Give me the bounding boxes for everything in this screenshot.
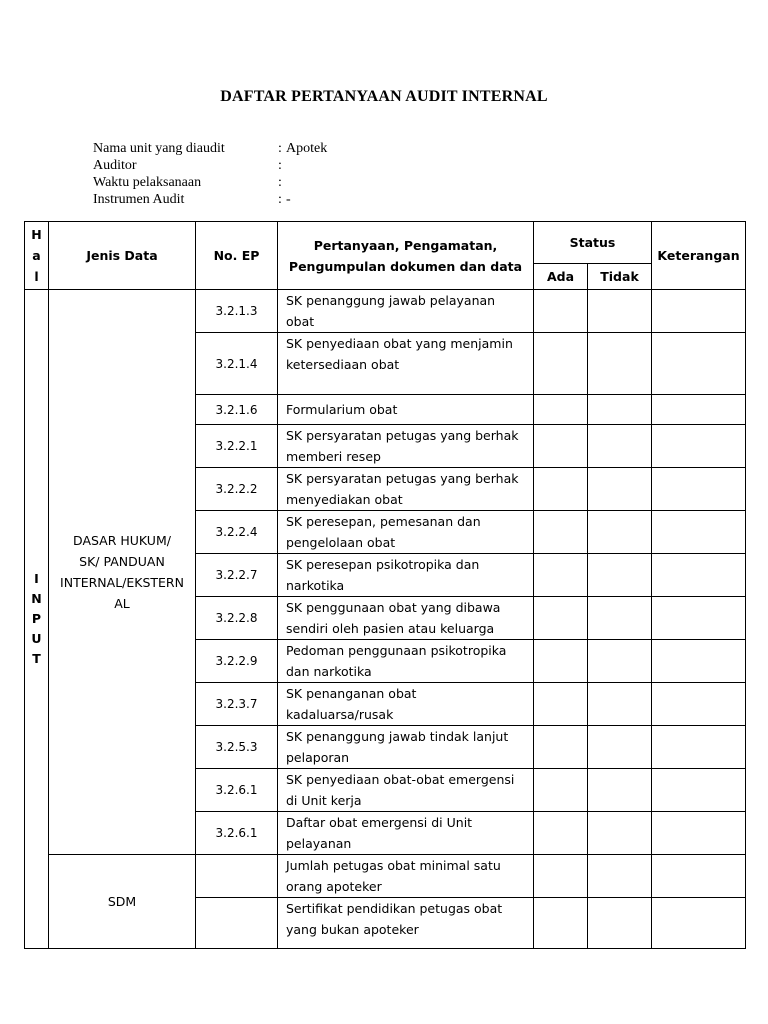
question-cell	[278, 855, 534, 898]
question-line: SK persyaratan petugas yang berhak	[286, 428, 519, 443]
meta-row-instrumen	[93, 191, 327, 208]
header-pertanyaan-line: Pengumpulan dokumen dan data	[288, 258, 523, 274]
status-ada-cell[interactable]	[534, 769, 588, 812]
ep-number: 3.2.2.7	[196, 554, 278, 597]
status-tidak-cell[interactable]	[588, 640, 652, 683]
keterangan-cell[interactable]	[652, 683, 746, 726]
jenis-data-cell	[49, 855, 196, 949]
ep-number: 3.2.5.3	[196, 726, 278, 769]
question-cell	[278, 511, 534, 554]
meta-value: -	[286, 192, 291, 207]
header-no-ep: No. EP	[196, 222, 278, 290]
keterangan-cell[interactable]	[652, 812, 746, 855]
meta-value: Apotek	[286, 141, 328, 156]
question-line: pelaporan	[286, 750, 350, 765]
question-cell	[278, 898, 534, 949]
keterangan-cell[interactable]	[652, 769, 746, 812]
question-cell	[278, 726, 534, 769]
meta-separator: :	[278, 175, 282, 190]
status-tidak-cell[interactable]	[588, 554, 652, 597]
meta-separator: :	[278, 192, 282, 207]
status-ada-cell[interactable]	[534, 395, 588, 425]
meta-label: Instrumen Audit	[93, 192, 185, 207]
status-ada-cell[interactable]	[534, 511, 588, 554]
question-line: Formularium obat	[286, 402, 398, 417]
keterangan-cell[interactable]	[652, 554, 746, 597]
header-keterangan: Keterangan	[652, 222, 746, 290]
status-ada-cell[interactable]	[534, 597, 588, 640]
status-tidak-cell[interactable]	[588, 511, 652, 554]
status-tidak-cell[interactable]	[588, 683, 652, 726]
keterangan-cell[interactable]	[652, 898, 746, 949]
keterangan-cell[interactable]	[652, 290, 746, 333]
question-line: sendiri oleh pasien atau keluarga	[286, 621, 495, 636]
table-row	[25, 290, 746, 333]
question-line: Pedoman penggunaan psikotropika	[286, 643, 507, 658]
question-line: SK penyediaan obat-obat emergensi	[286, 772, 515, 787]
header-status: Status	[534, 222, 652, 264]
question-line: dan narkotika	[286, 664, 372, 679]
question-line: Daftar obat emergensi di Unit	[286, 815, 473, 830]
question-line: yang bukan apoteker	[286, 922, 419, 937]
meta-separator: :	[278, 141, 282, 156]
meta-label: Waktu pelaksanaan	[93, 175, 202, 190]
status-ada-cell[interactable]	[534, 640, 588, 683]
ep-number	[196, 855, 278, 898]
status-tidak-cell[interactable]	[588, 468, 652, 511]
audit-info	[93, 140, 327, 208]
status-tidak-cell[interactable]	[588, 855, 652, 898]
table-row	[25, 855, 746, 898]
question-line: kadaluarsa/rusak	[286, 707, 394, 722]
question-cell	[278, 597, 534, 640]
keterangan-cell[interactable]	[652, 468, 746, 511]
ep-number: 3.2.1.4	[196, 333, 278, 395]
ep-number: 3.2.2.1	[196, 425, 278, 468]
question-line: Sertifikat pendidikan petugas obat	[286, 901, 503, 916]
keterangan-cell[interactable]	[652, 640, 746, 683]
status-ada-cell[interactable]	[534, 726, 588, 769]
status-tidak-cell[interactable]	[588, 726, 652, 769]
question-cell	[278, 769, 534, 812]
status-tidak-cell[interactable]	[588, 333, 652, 395]
ep-number	[196, 898, 278, 949]
ep-number: 3.2.2.9	[196, 640, 278, 683]
question-line: pelayanan	[286, 836, 352, 851]
input-letter: I	[34, 571, 39, 586]
question-line: SK penanganan obat	[286, 686, 417, 701]
jenis-data-line: AL	[114, 596, 130, 611]
header-hal	[25, 222, 49, 290]
question-line: SK peresepan psikotropika dan	[286, 557, 480, 572]
status-tidak-cell[interactable]	[588, 597, 652, 640]
question-line: narkotika	[286, 578, 345, 593]
question-cell	[278, 554, 534, 597]
ep-number: 3.2.2.4	[196, 511, 278, 554]
meta-row-waktu	[93, 174, 327, 191]
status-tidak-cell[interactable]	[588, 395, 652, 425]
header-pertanyaan-line: Pertanyaan, Pengamatan,	[313, 237, 498, 253]
jenis-data-line: DASAR HUKUM/	[73, 533, 171, 548]
hal-letter: a	[32, 248, 41, 263]
question-cell	[278, 395, 534, 425]
header-row	[25, 222, 746, 264]
status-ada-cell[interactable]	[534, 333, 588, 395]
question-cell	[278, 333, 534, 395]
keterangan-cell[interactable]	[652, 395, 746, 425]
question-cell	[278, 683, 534, 726]
meta-separator: :	[278, 158, 282, 173]
question-line: SK peresepan, pemesanan dan	[286, 514, 481, 529]
question-cell	[278, 468, 534, 511]
question-line: menyediakan obat	[286, 492, 403, 507]
keterangan-cell[interactable]	[652, 425, 746, 468]
question-line: SK penggunaan obat yang dibawa	[286, 600, 501, 615]
keterangan-cell[interactable]	[652, 333, 746, 395]
status-tidak-cell[interactable]	[588, 898, 652, 949]
status-tidak-cell[interactable]	[588, 812, 652, 855]
header-ada: Ada	[534, 264, 588, 290]
meta-label: Auditor	[93, 158, 137, 173]
status-ada-cell[interactable]	[534, 898, 588, 949]
meta-row-auditor	[93, 157, 327, 174]
ep-number: 3.2.2.8	[196, 597, 278, 640]
header-pertanyaan	[278, 222, 534, 290]
ep-number: 3.2.3.7	[196, 683, 278, 726]
header-jenis-data: Jenis Data	[49, 222, 196, 290]
status-tidak-cell[interactable]	[588, 425, 652, 468]
status-ada-cell[interactable]	[534, 468, 588, 511]
input-letter: T	[32, 651, 41, 666]
keterangan-cell[interactable]	[652, 726, 746, 769]
question-line: pengelolaan obat	[286, 535, 396, 550]
status-ada-cell[interactable]	[534, 425, 588, 468]
question-line: memberi resep	[286, 449, 381, 464]
question-line: SK persyaratan petugas yang berhak	[286, 471, 519, 486]
ep-number: 3.2.6.1	[196, 769, 278, 812]
status-tidak-cell[interactable]	[588, 290, 652, 333]
input-letter: N	[31, 591, 42, 606]
question-line: Jumlah petugas obat minimal satu	[286, 858, 501, 873]
question-cell	[278, 425, 534, 468]
status-ada-cell[interactable]	[534, 554, 588, 597]
status-ada-cell[interactable]	[534, 855, 588, 898]
jenis-data-line: SDM	[107, 894, 137, 909]
keterangan-cell[interactable]	[652, 597, 746, 640]
audit-table	[24, 221, 746, 949]
header-tidak: Tidak	[588, 264, 652, 290]
meta-row-unit	[93, 140, 327, 157]
document-title: DAFTAR PERTANYAAN AUDIT INTERNAL	[220, 88, 548, 105]
question-line: SK penanggung jawab pelayanan	[286, 293, 496, 308]
jenis-data-line: SK/ PANDUAN	[79, 554, 165, 569]
question-line: ketersediaan obat	[286, 357, 400, 372]
status-ada-cell[interactable]	[534, 290, 588, 333]
ep-number: 3.2.1.6	[196, 395, 278, 425]
hal-letter: H	[31, 227, 42, 242]
question-line: SK penanggung jawab tindak lanjut	[286, 729, 509, 744]
question-cell	[278, 640, 534, 683]
jenis-data-cell	[49, 290, 196, 855]
input-letter: P	[31, 611, 42, 626]
question-cell	[278, 812, 534, 855]
status-ada-cell[interactable]	[534, 812, 588, 855]
question-line: di Unit kerja	[286, 793, 362, 808]
jenis-data-line: INTERNAL/EKSTERN	[60, 575, 184, 590]
keterangan-cell[interactable]	[652, 511, 746, 554]
question-line: orang apoteker	[286, 879, 382, 894]
ep-number: 3.2.2.2	[196, 468, 278, 511]
meta-label: Nama unit yang diaudit	[93, 141, 225, 156]
ep-number: 3.2.6.1	[196, 812, 278, 855]
question-line: SK penyediaan obat yang menjamin	[286, 336, 513, 351]
question-cell	[278, 290, 534, 333]
input-letter: U	[31, 631, 42, 646]
ep-number: 3.2.1.3	[196, 290, 278, 333]
input-label	[25, 290, 49, 949]
status-ada-cell[interactable]	[534, 683, 588, 726]
question-line: obat	[286, 314, 315, 329]
keterangan-cell[interactable]	[652, 855, 746, 898]
status-tidak-cell[interactable]	[588, 769, 652, 812]
hal-letter: l	[34, 269, 39, 284]
audit-table-body	[25, 290, 746, 949]
